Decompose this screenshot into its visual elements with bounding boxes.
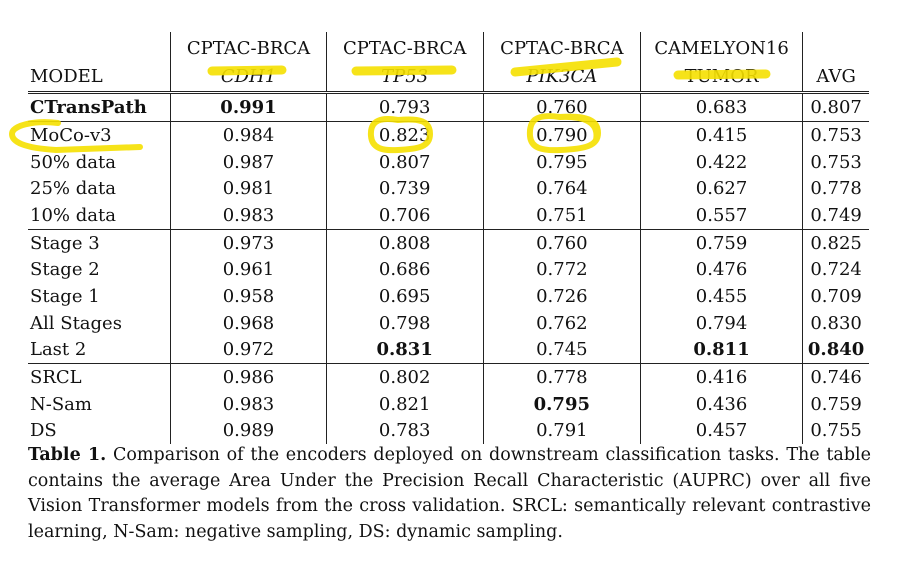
table-row [28, 418, 869, 445]
model-name-cell: DS [28, 418, 171, 445]
value-cell-tumor: 0.416 [640, 364, 802, 391]
value-cell-tumor: 0.476 [640, 256, 802, 283]
model-name-cell: Last 2 [28, 337, 171, 364]
table-row [28, 337, 869, 364]
value-cell-cdh1: 0.983 [171, 202, 326, 229]
header-dataset-3: CPTAC-BRCA [483, 32, 640, 59]
value-cell-tp53: 0.798 [326, 310, 483, 337]
value-cell-cdh1: 0.983 [171, 391, 326, 418]
value-cell-cdh1: 0.958 [171, 283, 326, 310]
value-cell-tumor: 0.759 [640, 229, 802, 256]
table-row [28, 149, 869, 176]
value-cell-pik3ca: 0.762 [483, 310, 640, 337]
value-cell-tumor: 0.627 [640, 175, 802, 202]
value-cell-pik3ca: 0.795 [483, 391, 640, 418]
model-name-cell: MoCo-v3 [28, 122, 171, 149]
model-name-cell: 10% data [28, 202, 171, 229]
value-cell-cdh1: 0.987 [171, 149, 326, 176]
value-cell-pik3ca: 0.764 [483, 175, 640, 202]
table-caption [28, 443, 871, 545]
value-cell-pik3ca: 0.772 [483, 256, 640, 283]
value-cell-avg: 0.825 [803, 229, 869, 256]
value-cell-tp53: 0.823 [326, 122, 483, 149]
value-cell-tp53: 0.783 [326, 418, 483, 445]
value-cell-cdh1: 0.968 [171, 310, 326, 337]
value-cell-tp53: 0.695 [326, 283, 483, 310]
header-target-pik3ca: PIK3CA [483, 59, 640, 93]
value-cell-cdh1: 0.986 [171, 364, 326, 391]
value-cell-avg: 0.830 [810, 312, 862, 334]
value-cell-tumor: 0.683 [640, 93, 802, 122]
value-cell-cdh1: 0.961 [171, 256, 326, 283]
header-target-tp53: TP53 [326, 59, 483, 93]
table-row [28, 175, 869, 202]
value-cell-pik3ca: 0.760 [483, 229, 640, 256]
model-name-cell: CTransPath [28, 93, 171, 122]
model-name-cell: Stage 3 [28, 229, 171, 256]
value-cell-pik3ca: 0.726 [483, 283, 640, 310]
value-cell-avg: 0.778 [810, 178, 862, 200]
header-target-tumor: TUMOR [640, 59, 802, 93]
value-cell-tp53: 0.808 [326, 229, 483, 256]
value-cell-tumor: 0.436 [640, 391, 802, 418]
value-cell-tp53: 0.686 [326, 256, 483, 283]
value-cell-tp53: 0.802 [326, 364, 483, 391]
value-cell-pik3ca: 0.791 [483, 418, 640, 445]
value-cell-tp53: 0.706 [326, 202, 483, 229]
value-cell-tp53: 0.831 [326, 337, 483, 364]
value-cell-avg: 0.755 [810, 420, 862, 442]
header-row-targets [28, 59, 869, 93]
table-row [28, 391, 869, 418]
value-cell-tp53: 0.793 [326, 93, 483, 122]
value-cell-tumor: 0.415 [640, 122, 802, 149]
model-name-cell: Stage 2 [28, 256, 171, 283]
header-dataset-2: CPTAC-BRCA [326, 32, 483, 59]
value-cell-pik3ca: 0.745 [483, 337, 640, 364]
value-cell-tp53: 0.821 [326, 391, 483, 418]
model-name-cell: Stage 1 [28, 283, 171, 310]
header-dataset-1: CPTAC-BRCA [171, 32, 326, 59]
table-row [28, 283, 869, 310]
header-model: MODEL [28, 59, 171, 93]
table-row [28, 364, 869, 391]
header-row-datasets [28, 32, 869, 59]
value-cell-tumor: 0.457 [640, 418, 802, 445]
table-row [28, 122, 869, 149]
value-cell-avg: 0.753 [803, 122, 869, 149]
table-row [28, 229, 869, 256]
value-cell-tumor: 0.455 [640, 283, 802, 310]
value-cell-avg: 0.807 [803, 93, 869, 122]
value-cell-cdh1: 0.989 [171, 418, 326, 445]
value-cell-cdh1: 0.972 [171, 337, 326, 364]
header-target-cdh1: CDH1 [171, 59, 326, 93]
value-cell-avg: 0.709 [810, 285, 862, 307]
value-cell-tp53: 0.807 [326, 149, 483, 176]
table-row [28, 256, 869, 283]
value-cell-cdh1: 0.991 [171, 93, 326, 122]
value-cell-cdh1: 0.973 [171, 229, 326, 256]
value-cell-cdh1: 0.981 [171, 175, 326, 202]
value-cell-tumor: 0.557 [640, 202, 802, 229]
model-name-cell: All Stages [28, 310, 171, 337]
value-cell-pik3ca: 0.790 [483, 122, 640, 149]
value-cell-tumor: 0.811 [640, 337, 802, 364]
value-cell-tumor: 0.422 [640, 149, 802, 176]
header-avg: AVG [803, 59, 869, 93]
value-cell-pik3ca: 0.778 [483, 364, 640, 391]
results-table [28, 32, 869, 444]
model-name-cell: 50% data [28, 149, 171, 176]
value-cell-tp53: 0.739 [326, 175, 483, 202]
value-cell-pik3ca: 0.751 [483, 202, 640, 229]
caption-text: Comparison of the encoders deployed on downstream classification tasks. The table contains the average Area Under the Precision Recall Characteristic (AUPRC) over all five Vision Transformer models from the cross validation. SRCL: semantically relevant contrastive learning, N-Sam: negative sampling, DS: dynamic sampling. [28, 445, 871, 542]
model-name-cell: SRCL [28, 364, 171, 391]
header-blank [28, 32, 171, 59]
header-blank-avg [803, 32, 869, 59]
value-cell-avg: 0.724 [810, 259, 862, 281]
value-cell-avg: 0.753 [810, 151, 862, 173]
model-name-cell: 25% data [28, 175, 171, 202]
value-cell-pik3ca: 0.760 [483, 93, 640, 122]
caption-label: Table 1. [28, 445, 107, 465]
value-cell-avg: 0.749 [810, 204, 862, 226]
table-row [28, 93, 869, 122]
table-row [28, 202, 869, 229]
value-cell-tumor: 0.794 [640, 310, 802, 337]
value-cell-avg: 0.840 [807, 339, 865, 361]
value-cell-avg: 0.759 [810, 393, 862, 415]
header-dataset-4: CAMELYON16 [640, 32, 802, 59]
value-cell-cdh1: 0.984 [171, 122, 326, 149]
model-name-cell: N-Sam [28, 391, 171, 418]
table-body [28, 93, 869, 445]
value-cell-avg: 0.746 [803, 364, 869, 391]
value-cell-pik3ca: 0.795 [483, 149, 640, 176]
table-row [28, 310, 869, 337]
